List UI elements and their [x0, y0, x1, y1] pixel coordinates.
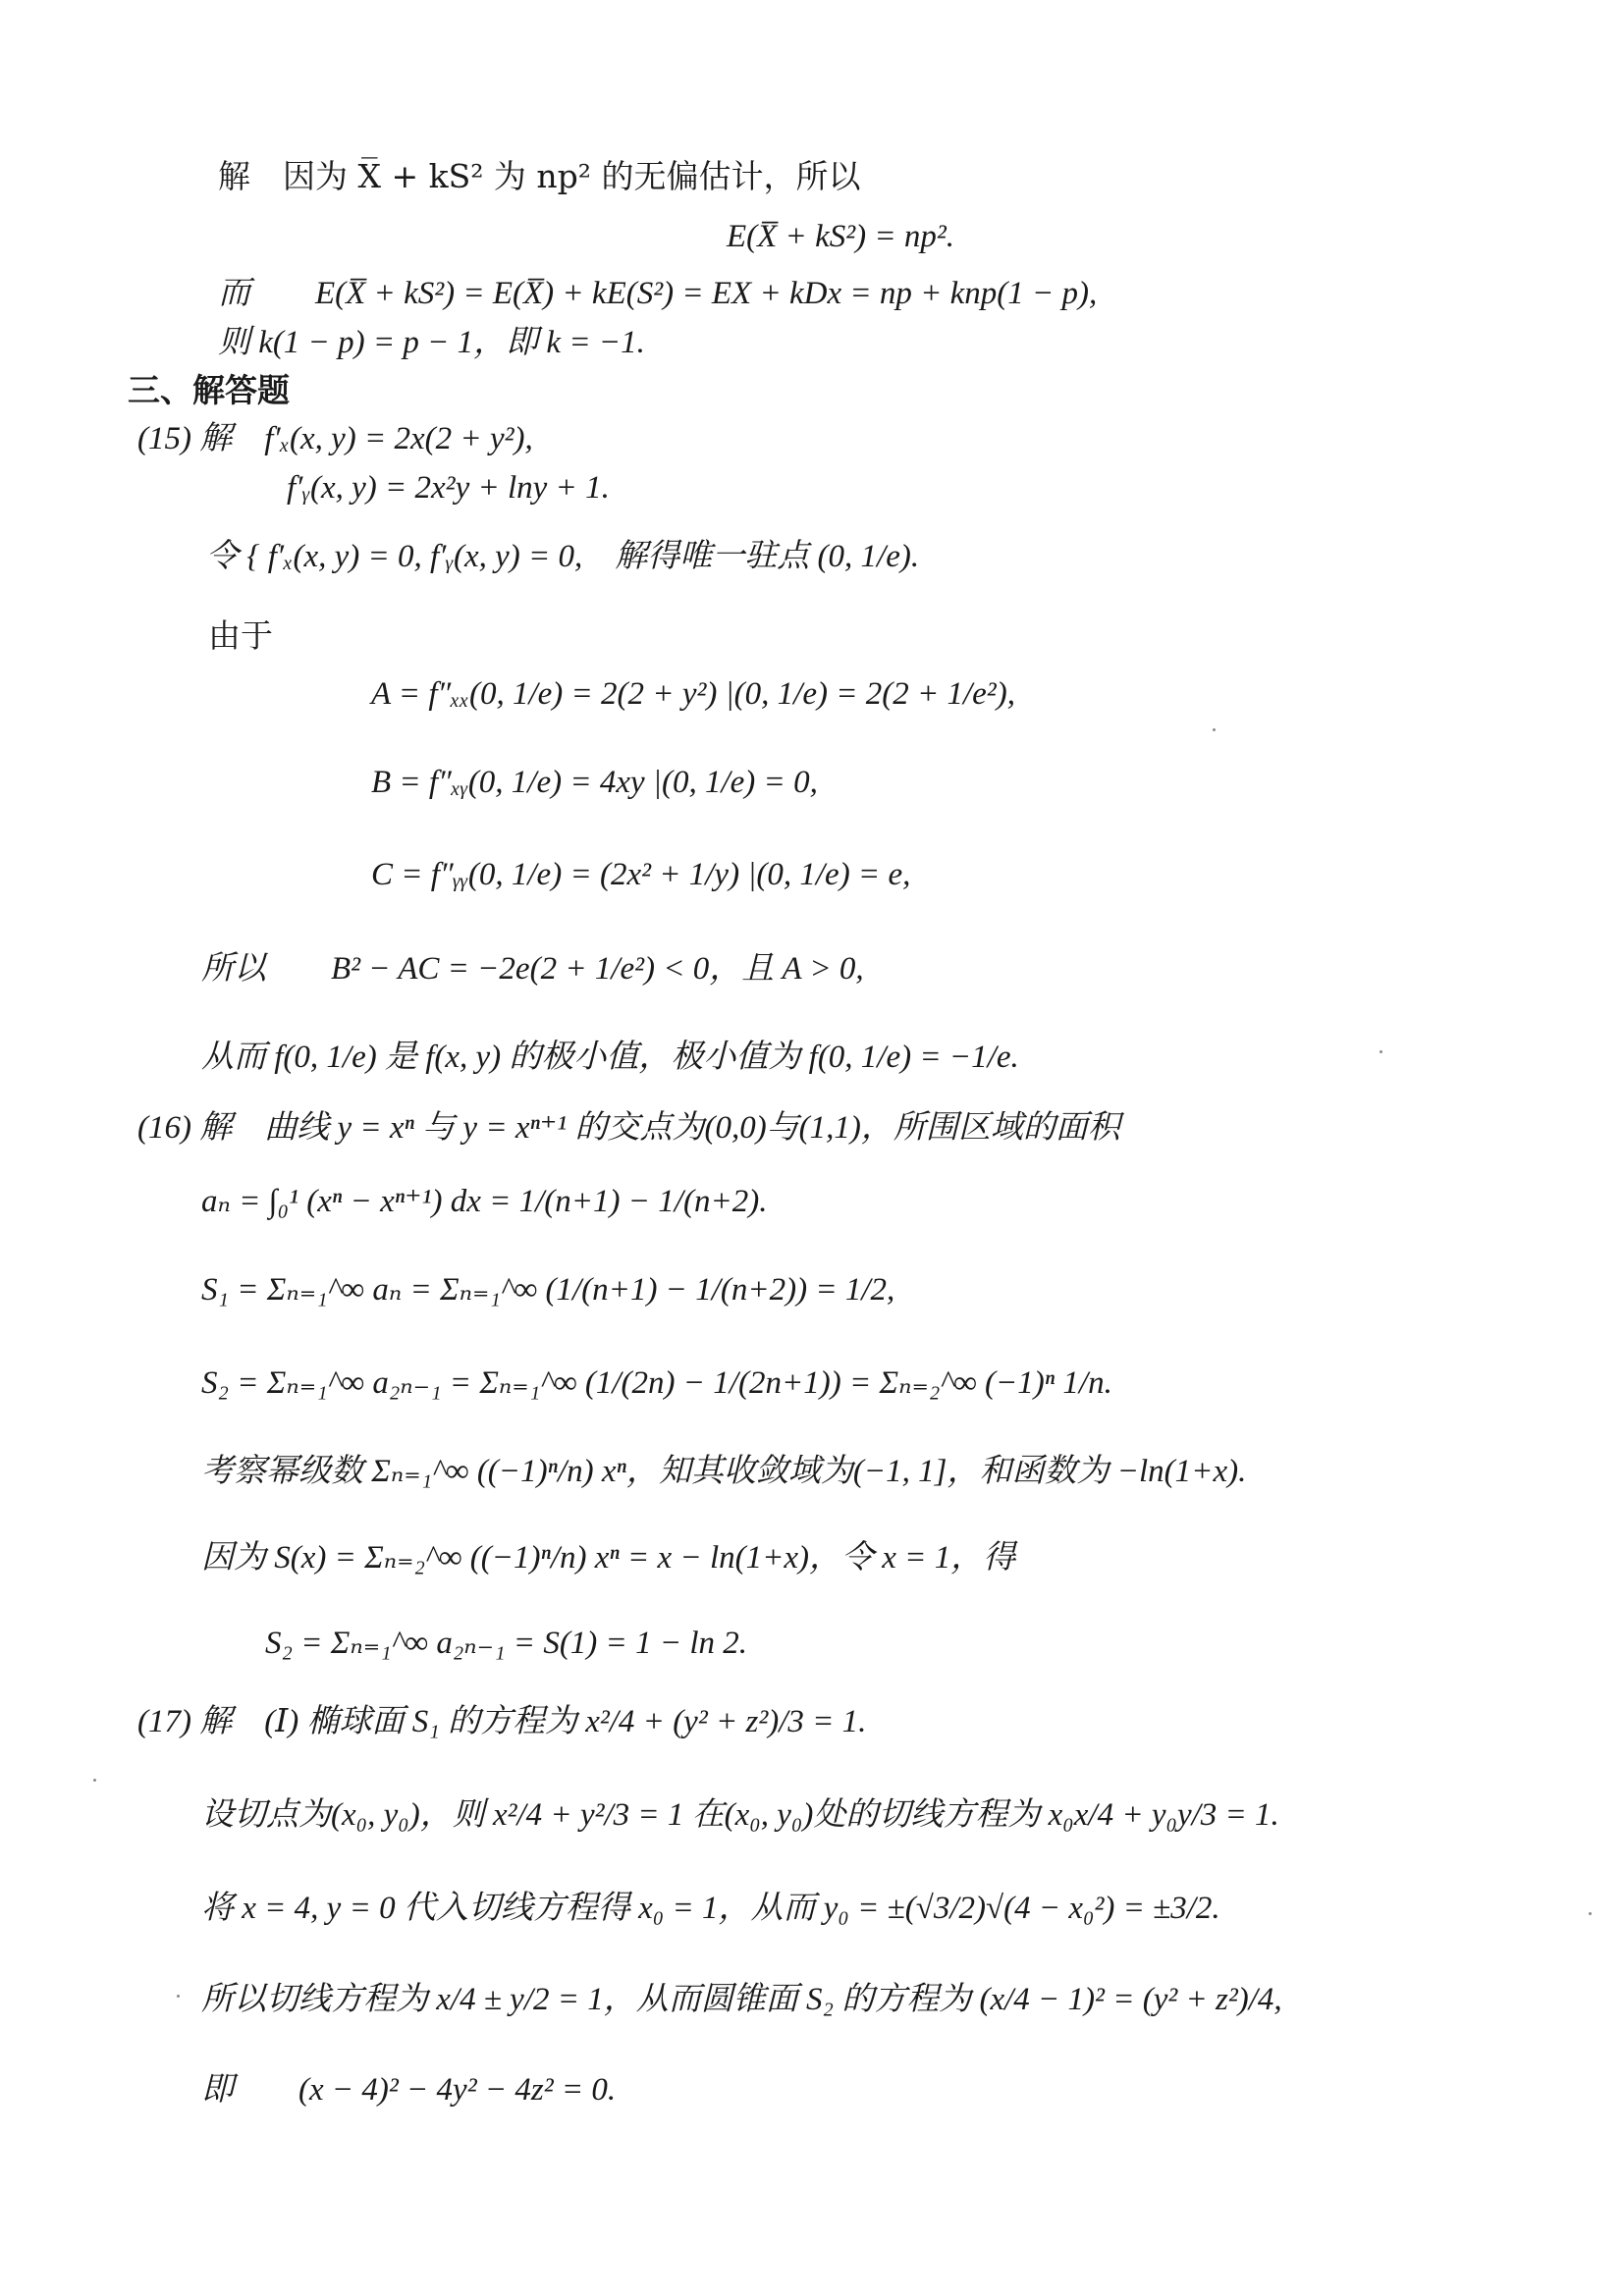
q17-final-equation: 即 (x − 4)² − 4y² − 4z² = 0.	[201, 2072, 617, 2108]
q15-A-value: A = f″ₓₓ(0, 1/e) = 2(2 + y²) |(0, 1/e) = 2(2 + 1/e²),	[371, 676, 1015, 712]
q16-S2-result: S₂ = Σₙ₌₁^∞ a₂ₙ₋₁ = S(1) = 1 − ln 2.	[265, 1626, 748, 1661]
q17-cone-equation: 所以切线方程为 x/4 ± y/2 = 1，从而圆锥面 S₂ 的方程为 (x/4 − 1)² = (y² + z²)/4,	[201, 1982, 1282, 2017]
scan-speck	[177, 1995, 180, 1998]
scan-speck	[1380, 1050, 1382, 1053]
q16-S2-sum: S₂ = Σₙ₌₁^∞ a₂ₙ₋₁ = Σₙ₌₁^∞ (1/(2n) − 1/(2n+1)) = Σₙ₌₂^∞ (−1)ⁿ 1/n.	[201, 1365, 1112, 1401]
q15-discriminant: 所以 B² − AC = −2e(2 + 1/e²) < 0，且 A > 0,	[201, 951, 864, 987]
scan-speck	[1589, 1912, 1592, 1915]
expectation-expansion: 而 E(X̅ + kS²) = E(X̅) + kE(S²) = EX + kDx = np + knp(1 − p),	[218, 276, 1098, 311]
q15-B-value: B = f″ₓᵧ(0, 1/e) = 4xy |(0, 1/e) = 0,	[371, 765, 818, 800]
q15-conclusion: 从而 f(0, 1/e) 是 f(x, y) 的极小值，极小值为 f(0, 1/e) = −1/e.	[201, 1040, 1019, 1075]
k-result-line: 则 k(1 − p) = p − 1，即 k = −1.	[218, 325, 645, 360]
q16-power-series: 考察幂级数 Σₙ₌₁^∞ ((−1)ⁿ/n) xⁿ，知其收敛域为(−1, 1]，和函数为 −ln(1+x).	[201, 1454, 1247, 1489]
q15-since-label: 由于	[208, 616, 273, 655]
q16-S-function: 因为 S(x) = Σₙ₌₂^∞ ((−1)ⁿ/n) xⁿ = x − ln(1+x)，令 x = 1，得	[201, 1540, 1016, 1575]
q15-C-value: C = f″ᵧᵧ(0, 1/e) = (2x² + 1/y) |(0, 1/e) = e,	[371, 857, 911, 892]
section-heading: 三、解答题	[128, 371, 290, 409]
unbiased-equation: E(X̅ + kS²) = np².	[727, 219, 955, 254]
q17-tangent-line: 设切点为(x₀, y₀)，则 x²/4 + y²/3 = 1 在(x₀, y₀)处的切线方程为 x₀x/4 + y₀y/3 = 1.	[201, 1797, 1279, 1833]
solution-intro-line: 解 因为 X̅ + kS² 为 np² 的无偏估计，所以	[218, 157, 861, 195]
q15-stationary-point: 令 { f′ₓ(x, y) = 0, f′ᵧ(x, y) = 0, 解得唯一驻点 (0, 1/e).	[206, 539, 920, 574]
q17-substitution: 将 x = 4, y = 0 代入切线方程得 x₀ = 1，从而 y₀ = ±(√3/2)√(4 − x₀²) = ±3/2.	[201, 1891, 1220, 1926]
scan-speck	[93, 1779, 96, 1782]
q16-area-integral: aₙ = ∫₀¹ (xⁿ − xⁿ⁺¹) dx = 1/(n+1) − 1/(n+2).	[201, 1184, 768, 1219]
scan-speck	[1213, 728, 1216, 731]
q15-partial-x: (15) 解 f′ₓ(x, y) = 2x(2 + y²),	[137, 421, 533, 456]
q16-S1-sum: S₁ = Σₙ₌₁^∞ aₙ = Σₙ₌₁^∞ (1/(n+1) − 1/(n+2)) = 1/2,	[201, 1272, 895, 1308]
q17-ellipsoid: (17) 解 (Ⅰ) 椭球面 S₁ 的方程为 x²/4 + (y² + z²)/3 = 1.	[137, 1704, 867, 1739]
q15-partial-y: f′ᵧ(x, y) = 2x²y + lny + 1.	[287, 470, 610, 506]
q16-intro: (16) 解 曲线 y = xⁿ 与 y = xⁿ⁺¹ 的交点为(0,0)与(1,1)，所围区域的面积	[137, 1110, 1120, 1146]
